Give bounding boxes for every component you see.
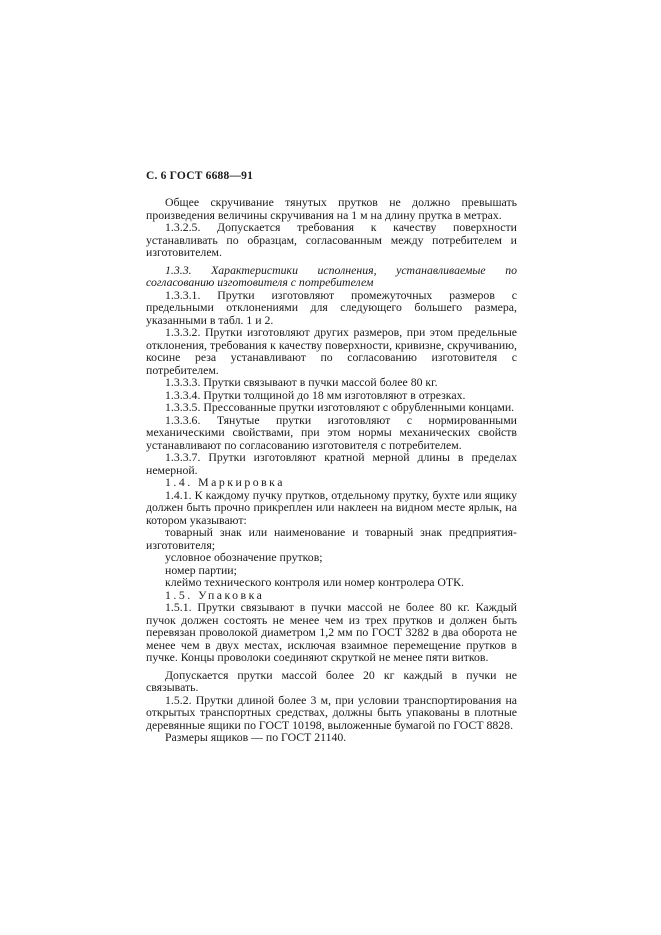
list-item-designation: условное обозначение прутков; [165,550,323,564]
page-header: С. 6 ГОСТ 6688—91 [146,170,254,182]
list-item-trademark: товарный знак или наименование и товарный знак предприятия-изготовителя; [146,525,517,552]
paragraph-1-3-3-6: 1.3.3.6. Тянутые прутки изготовляют с нормированными механическими свойствами, при этом нормы механических свойств устанавливают по согласованию изготовителя с потребителем. [146,412,517,452]
paragraph-1-3-3-1: 1.3.3.1. Прутки изготовляют промежуточных размеров с предельными отклонениями для следующего большего размера, указанными в табл. 1 и 2. [146,287,517,327]
paragraph-1-3-3-2: 1.3.3.2. Прутки изготовляют других размеров, при этом предельные отклонения, требования к качеству поверхности, кривизне, скручиванию, косине реза устанавливают по согласованию изготовителя с потребителем. [146,325,517,377]
paragraph-bundle-exemption: Допускается прутки массой более 20 кг каждый в пучки не связывать. [146,667,517,694]
section-heading-packing: 1.5. Упаковка [165,587,265,602]
list-item-control-stamp: клеймо технического контроля или номер контролера ОТК. [165,575,464,589]
section-heading-1-3-3: 1.3.3. Характеристики исполнения, устанавливаемые по согласованию изготовителя с потребителем [146,262,517,289]
paragraph-1-3-3-3: 1.3.3.3. Прутки связывают в пучки массой более 80 кг. [165,375,438,389]
paragraph-1-3-3-4: 1.3.3.4. Прутки толщиной до 18 мм изготовляют в отрезках. [165,387,466,402]
paragraph-1-3-3-7: 1.3.3.7. Прутки изготовляют кратной мерной длины в пределах немерной. [146,450,517,477]
paragraph-1-4-1: 1.4.1. К каждому пучку прутков, отдельному прутку, бухте или ящику должен быть прочно прикреплен или наклеен на видном месте ярлык, на котором указывают: [146,487,517,527]
paragraph-box-sizes: Размеры ящиков — по ГОСТ 21140. [165,730,347,744]
list-item-batch-number: номер партии; [165,562,237,577]
paragraph-1-3-3-5: 1.3.3.5. Прессованные прутки изготовляют с обрубленными концами. [165,400,515,414]
document-body [146,196,517,744]
paragraph-1-5-2: 1.5.2. Прутки длиной более 3 м, при условии транспортирования на открытых транспортных средствах, должны быть упакованы в плотные деревянные ящики по ГОСТ 10198, выложенные бумагой по ГОСТ 8828. [146,692,517,732]
paragraph-1-5-1: 1.5.1. Прутки связывают в пучки массой не более 80 кг. Каждый пучок должен состоять не менее чем из трех прутков и должен быть перевязан проволокой диаметром 1,2 мм по ГОСТ 3282 в два оборота не менее чем в двух местах, исключая взаимное перемещение прутков в пучке. Концы проволоки соединяют скруткой не менее пяти витков. [146,600,517,664]
paragraph-1-3-2-5: 1.3.2.5. Допускается требования к качеству поверхности устанавливать по образцам, согласованным между потребителем и изготовителем. [146,220,517,259]
section-heading-marking: 1.4. Маркировка [165,475,285,489]
paragraph-twist-total: Общее скручивание тянутых прутков не должно превышать произведения величины скручивания на 1 м на длину прутка в метрах. [146,195,517,222]
